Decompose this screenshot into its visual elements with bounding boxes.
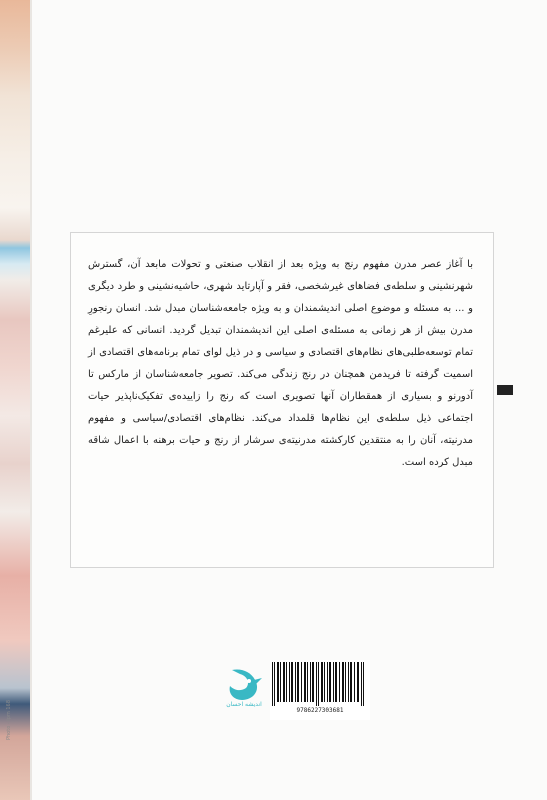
right-edge-tab [497,385,513,395]
barcode-bars [270,662,370,706]
publisher-logo [222,664,266,714]
spine-edge [30,0,32,800]
spine-credit-text: Photo - Ipm 168 [6,700,12,740]
isbn-number: 9786227303681 [296,707,344,714]
isbn-barcode [270,660,370,720]
publisher-name: اندیشه احسان [226,701,262,708]
synopsis-text: با آغاز عصر مدرن مفهوم رنج به ویژه بعد از انقلاب صنعتی و تحولات مابعد آن، گسترش شهرنشینی و سلطه‌ی فضاهای غیرشخصی، فقر و آپارتاید شهری، حاشیه‌نشینی و طرد دیگری و ... به مسئله و موضوع اصلی اندیشمندان و به ویژه جامعه‌شناسان مبدل شد. انسان رنجورِ مدرن بیش از هر زمانی به مسئله‌ی اصلی این اندیشمندان تبدیل گردید. انسانی که علیرغم تمام توسعه‌طلبی‌های نظام‌های اقتصادی و سیاسی و در ذیل لوای تمام برنامه‌های اقتصادی از اسمیت گرفته تا فریدمن همچنان در رنج زندگی می‌کند. تصویر جامعه‌شناسان از مارکس تا آدورنو و بسیاری از همقطاران آنها تصویری است که رنج را زاییده‌ی تفکیک‌ناپذیر حیات اجتماعی ذیل سلطه‌ی این نظام‌ها قلمداد می‌کند. نظام‌های اقتصادی/سیاسی و مفهوم مدرنیته، آنان را به منتقدین کارکشته مدرنیته‌ی سرشار از رنج و حیات برهنه با اعمال شاقه مبدل کرده است. [88,259,473,468]
